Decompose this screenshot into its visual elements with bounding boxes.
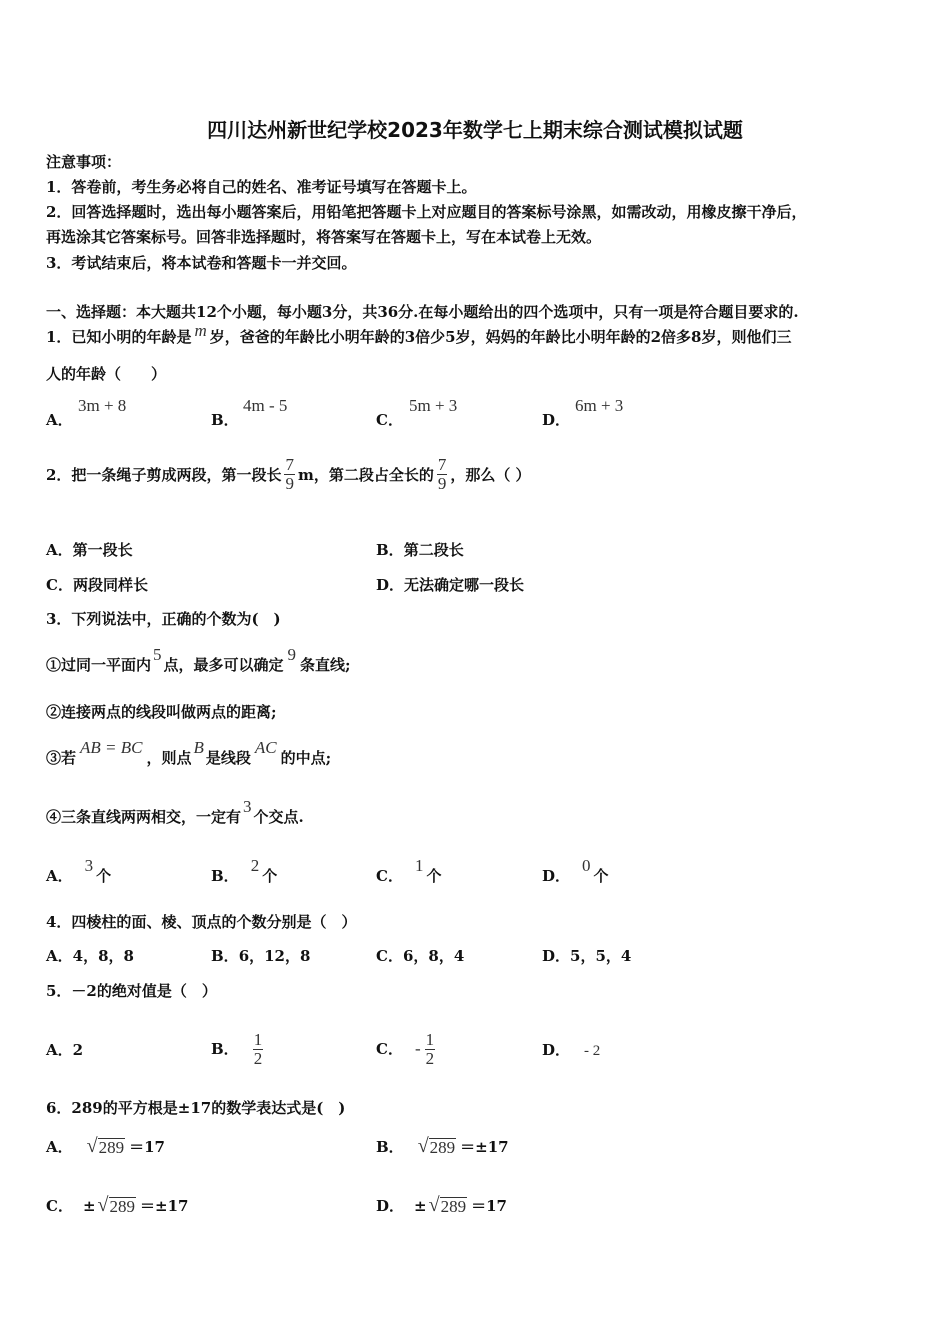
q3-s3-expr-3: AC	[254, 738, 277, 757]
q1-option-a[interactable]	[46, 410, 73, 430]
q3-statement-4	[46, 797, 304, 827]
q1-option-d-expr: 6m + 3	[575, 396, 624, 415]
option-label: A．	[46, 411, 73, 429]
q2-option-d[interactable]	[376, 575, 524, 595]
q3-option-d[interactable]	[542, 856, 609, 886]
q5-option-b[interactable]	[211, 1018, 263, 1080]
option-label: C．	[46, 576, 73, 594]
notice-heading: 注意事项：	[46, 153, 122, 171]
q2-fraction-2-den: 9	[437, 474, 447, 493]
q3-s1-text-c: 条直线;	[300, 656, 351, 674]
q3-s4-text-a: ④三条直线两两相交，一定有	[46, 808, 242, 826]
q1-option-a-expr: 3m + 8	[78, 396, 127, 415]
radicand: 289	[109, 1197, 136, 1216]
radical-icon: √	[97, 1194, 109, 1216]
notice-item-2b: 再选涂其它答案标号。回答非选择题时，将答案写在答题卡上，写在本试卷上无效。	[46, 228, 602, 246]
fraction-den: 2	[425, 1048, 435, 1068]
option-label: A．	[46, 1138, 73, 1156]
q3-option-c[interactable]	[376, 856, 442, 886]
option-suffix: ＝17	[471, 1197, 507, 1215]
option-label: D．	[542, 867, 571, 885]
q1-text-b: 岁，爸爸的年龄比小明年龄的3倍少5岁，妈妈的年龄比小明年龄的2倍多8岁，则他们三	[209, 328, 792, 346]
option-label: D．	[376, 576, 405, 594]
q4-option-a[interactable]	[46, 946, 134, 966]
q5-option-a[interactable]	[46, 1040, 83, 1060]
option-label: D．	[542, 1041, 571, 1059]
q5-b-fraction	[253, 1031, 264, 1068]
option-label: D．	[542, 947, 571, 965]
q6-option-d[interactable]	[376, 1195, 507, 1216]
question-1-stem-2: 人的年龄（ ）	[46, 365, 167, 383]
q2-fraction-2-num: 7	[437, 455, 447, 474]
option-label: D．	[376, 1197, 405, 1215]
option-label: B．	[211, 867, 239, 885]
q3-statement-1	[46, 645, 351, 675]
option-label: B．	[211, 411, 239, 429]
option-unit: 个	[593, 867, 609, 885]
q1-option-b-expr: 4m - 5	[243, 396, 288, 415]
notice-item-2a: 2．回答选择题时，选出每小题答案后，用铅笔把答题卡上对应题目的答案标号涂黑，如需改动，用橡皮擦干净后，	[46, 203, 807, 221]
radical-icon: √	[86, 1135, 98, 1157]
option-text: 两段同样长	[72, 576, 148, 594]
q3-s3-text-c: 是线段	[205, 749, 251, 767]
radical-icon: √	[428, 1194, 440, 1216]
q6-option-b[interactable]	[376, 1136, 509, 1157]
option-text: 6，8，4	[402, 947, 465, 965]
option-text: 第二段长	[403, 541, 464, 559]
question-6-stem: 6．289的平方根是±17的数学表达式是( )	[46, 1099, 346, 1117]
q2-fraction-2	[437, 456, 448, 493]
option-label: C．	[376, 411, 403, 429]
q6-d-sqrt	[429, 1195, 467, 1216]
q2-option-b[interactable]	[376, 540, 464, 560]
q5-option-d[interactable]	[542, 1040, 600, 1061]
option-num: 3	[84, 856, 94, 875]
q3-s1-num-2: 9	[287, 645, 297, 664]
q1-text-a: 1．已知小明的年龄是	[46, 328, 192, 346]
q3-s3-expr-1: AB = BC	[80, 738, 143, 757]
option-text: 2	[72, 1041, 84, 1059]
q3-s1-text-b: 点，最多可以确定	[163, 656, 284, 674]
option-label: B．	[376, 541, 404, 559]
option-num: 0	[582, 856, 591, 875]
option-label: A．	[46, 947, 73, 965]
notice-item-3: 3．考试结束后，将本试卷和答题卡一并交回。	[46, 254, 357, 272]
q1-option-d[interactable]	[542, 410, 570, 430]
q3-statement-2: ②连接两点的线段叫做两点的距离;	[46, 703, 277, 721]
option-prefix: ±	[82, 1197, 96, 1215]
q1-option-b[interactable]	[211, 410, 239, 430]
q4-option-c[interactable]	[376, 946, 464, 966]
question-5-stem: 5．－2的绝对值是（ ）	[46, 982, 217, 1000]
option-num: 2	[250, 856, 260, 875]
option-unit: 个	[426, 867, 442, 885]
q2-text-3: ，那么（ ）	[450, 465, 531, 484]
option-label: D．	[542, 411, 571, 429]
option-unit: 个	[96, 867, 112, 885]
q3-statement-3	[46, 738, 332, 768]
q2-option-c[interactable]	[46, 575, 148, 595]
q2-text-2: m，第二段占全长的	[297, 465, 434, 484]
q2-fraction-1-den: 9	[285, 474, 294, 493]
option-text: 无法确定哪一段长	[404, 576, 525, 594]
q3-s3-text-a: ③若	[46, 749, 77, 767]
q3-s3-expr-2: B	[193, 738, 204, 757]
radicand: 289	[98, 1138, 125, 1157]
question-2-stem	[46, 456, 531, 493]
option-text: 4，8，8	[72, 947, 134, 965]
q6-c-sqrt	[98, 1195, 136, 1216]
question-4-stem: 4．四棱柱的面、棱、顶点的个数分别是（ ）	[46, 913, 357, 931]
option-text: 5，5，4	[570, 947, 632, 965]
option-label: B．	[211, 947, 239, 965]
q5-c-fraction	[425, 1031, 436, 1068]
question-1-stem	[46, 321, 792, 347]
option-label: C．	[376, 867, 403, 885]
q6-option-a[interactable]	[46, 1136, 165, 1157]
option-label: C．	[376, 1040, 403, 1058]
option-suffix: ＝±17	[460, 1138, 509, 1156]
q3-s4-num: 3	[243, 797, 252, 816]
option-text: 6，12，8	[238, 947, 311, 965]
q5-c-sign: -	[414, 1039, 421, 1058]
q3-s1-text-a: ①过同一平面内	[46, 656, 152, 674]
q6-option-c[interactable]	[46, 1195, 188, 1216]
option-text: - 2	[584, 1043, 601, 1059]
q3-s4-text-b: 个交点.	[253, 808, 304, 826]
q2-option-a[interactable]	[46, 540, 133, 560]
q2-fraction-1	[284, 456, 295, 493]
notice-item-1: 1．答卷前，考生务必将自己的姓名、准考证号填写在答题卡上。	[46, 178, 477, 196]
q1-var: m	[194, 321, 207, 340]
option-suffix: ＝17	[129, 1138, 165, 1156]
q4-option-d[interactable]	[542, 946, 631, 966]
option-unit: 个	[262, 867, 278, 885]
q1-option-c-expr: 5m + 3	[409, 396, 458, 415]
section-heading: 一、选择题：本大题共12个小题，每小题3分，共36分.在每小题给出的四个选项中，只有一项是符合题目要求的.	[46, 303, 799, 321]
fraction-den: 2	[253, 1048, 263, 1068]
option-suffix: ＝±17	[140, 1197, 189, 1215]
fraction-num: 1	[425, 1029, 435, 1049]
option-label: C．	[376, 947, 403, 965]
option-label: A．	[46, 541, 73, 559]
option-num: 1	[414, 856, 424, 875]
q2-fraction-1-num: 7	[285, 455, 294, 474]
q3-s3-text-d: 的中点;	[280, 749, 332, 767]
q3-s1-num-1: 5	[153, 645, 162, 664]
radicand: 289	[440, 1197, 467, 1216]
option-label: C．	[46, 1197, 73, 1215]
fraction-num: 1	[253, 1029, 263, 1049]
option-label: B．	[211, 1040, 239, 1058]
question-3-stem: 3．下列说法中，正确的个数为( )	[46, 610, 281, 628]
option-prefix: ±	[414, 1197, 427, 1215]
option-label: A．	[46, 1041, 73, 1059]
q3-option-a[interactable]	[46, 856, 112, 886]
option-text: 第一段长	[72, 541, 133, 559]
page-title: 四川达州新世纪学校2023年数学七上期末综合测试模拟试题	[207, 118, 743, 142]
q3-option-b[interactable]	[211, 856, 278, 886]
q6-a-sqrt	[87, 1136, 125, 1157]
radical-icon: √	[417, 1135, 429, 1157]
q5-option-c[interactable]	[376, 1018, 435, 1080]
radicand: 289	[429, 1138, 456, 1157]
q6-b-sqrt	[418, 1136, 456, 1157]
q4-option-b[interactable]	[211, 946, 310, 966]
q3-s3-text-b: ，则点	[146, 749, 192, 767]
q2-text-1: 2．把一条绳子剪成两段，第一段长	[46, 465, 282, 484]
q1-option-c[interactable]	[376, 410, 403, 430]
option-label: A．	[46, 867, 73, 885]
option-label: B．	[376, 1138, 404, 1156]
